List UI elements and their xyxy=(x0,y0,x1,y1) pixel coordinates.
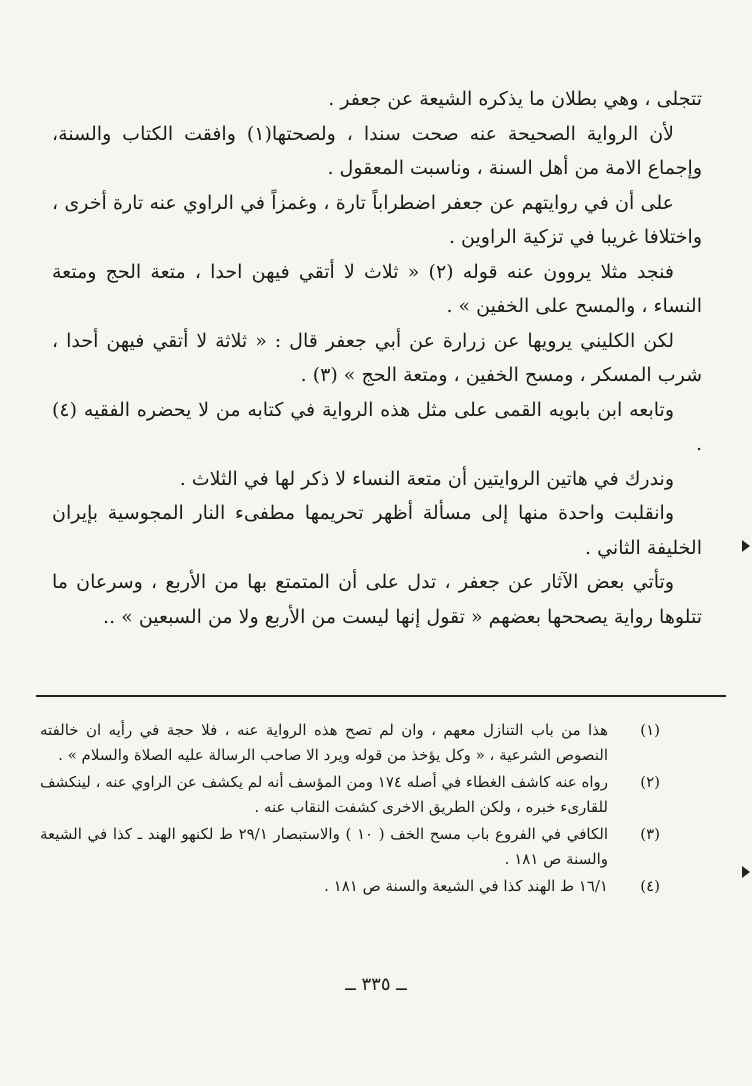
footnote-text: رواه عنه كاشف الغطاء في أصله ١٧٤ ومن المؤسف أنه لم يكشف عن الراوي عنه ، لينكشف للقارىء خبره ، ولكن الطريق الاخرى كشفت النقاب عنه . xyxy=(40,773,608,816)
footnote-text: ١٦/١ ط الهند كذا في الشيعة والسنة ص ١٨١ . xyxy=(324,877,608,895)
paragraph: وانقلبت واحدة منها إلى مسألة أظهر تحريمها مطفىء النار المجوسية بإيران الخليفة الثاني . xyxy=(52,502,702,559)
paragraph: وتأتي بعض الآثار عن جعفر ، تدل على أن المتمتع بها من الأربع ، وسرعان ما تتلوها رواية يصححها بعضهم « تقول إنها ليست من الأربع ولا من السبعين » .. xyxy=(52,571,702,628)
main-text xyxy=(52,82,702,634)
footnote-text: الكافي في الفروع باب مسح الخف ( ١٠ ) والاستبصار ٢٩/١ ط لكنهو الهند ـ كذا في الشيعة والسنة ص ١٨١ . xyxy=(40,825,608,868)
footnote-number: (٢) xyxy=(640,773,660,791)
footnote-number: (٣) xyxy=(640,825,660,843)
scan-edge-mark xyxy=(742,540,750,552)
paragraph: وندرك في هاتين الروايتين أن متعة النساء لا ذكر لها في الثلاث . xyxy=(179,467,674,490)
paragraph: فنجد مثلا يروون عنه قوله (٢) « ثلاث لا أتقي فيهن احدا ، متعة الحج ومتعة النساء ، والمسح على الخفين » . xyxy=(52,260,702,317)
paragraph-continuation: تتجلى ، وهي بطلان ما يذكره الشيعة عن جعفر . xyxy=(328,88,702,110)
footnotes xyxy=(40,718,660,901)
page-number: ــ ٣٣٥ ــ xyxy=(345,974,407,995)
paragraph: لأن الرواية الصحيحة عنه صحت سندا ، ولصحتها(١) وافقت الكتاب والسنة، وإجماع الامة من أهل السنة ، وناسبت المعقول . xyxy=(52,122,702,179)
paragraph: وتابعه ابن بابويه القمى على مثل هذه الرواية في كتابه من لا يحضره الفقيه (٤) . xyxy=(52,398,702,455)
footnote-number: (١) xyxy=(640,721,660,739)
footnote-number: (٤) xyxy=(640,877,660,895)
footnote-text: هذا من باب التنازل معهم ، وان لم تصح هذه الرواية عنه ، فلا حجة في رأيه ان خالفته النصوص الشرعية ، « وكل يؤخذ من قوله ويرد الا صاحب الرسالة عليه الصلاة والسلام » . xyxy=(40,721,608,764)
footnote-divider xyxy=(36,695,726,697)
paragraph: لكن الكليني يرويها عن زرارة عن أبي جعفر قال : « ثلاثة لا أتقي فيهن أحدا ، شرب المسكر ، ومسح الخفين ، ومتعة الحج » (٣) . xyxy=(52,329,702,386)
scan-edge-mark xyxy=(742,866,750,878)
footnote-2 xyxy=(40,770,660,820)
paragraph: على أن في روايتهم عن جعفر اضطراباً تارة ، وغمزاً في الراوي عنه تارة أخرى ، واختلافا غريبا في تزكية الراوين . xyxy=(52,191,702,248)
footnote-3 xyxy=(40,822,660,872)
footnote-4 xyxy=(40,874,660,899)
footnote-1 xyxy=(40,718,660,768)
